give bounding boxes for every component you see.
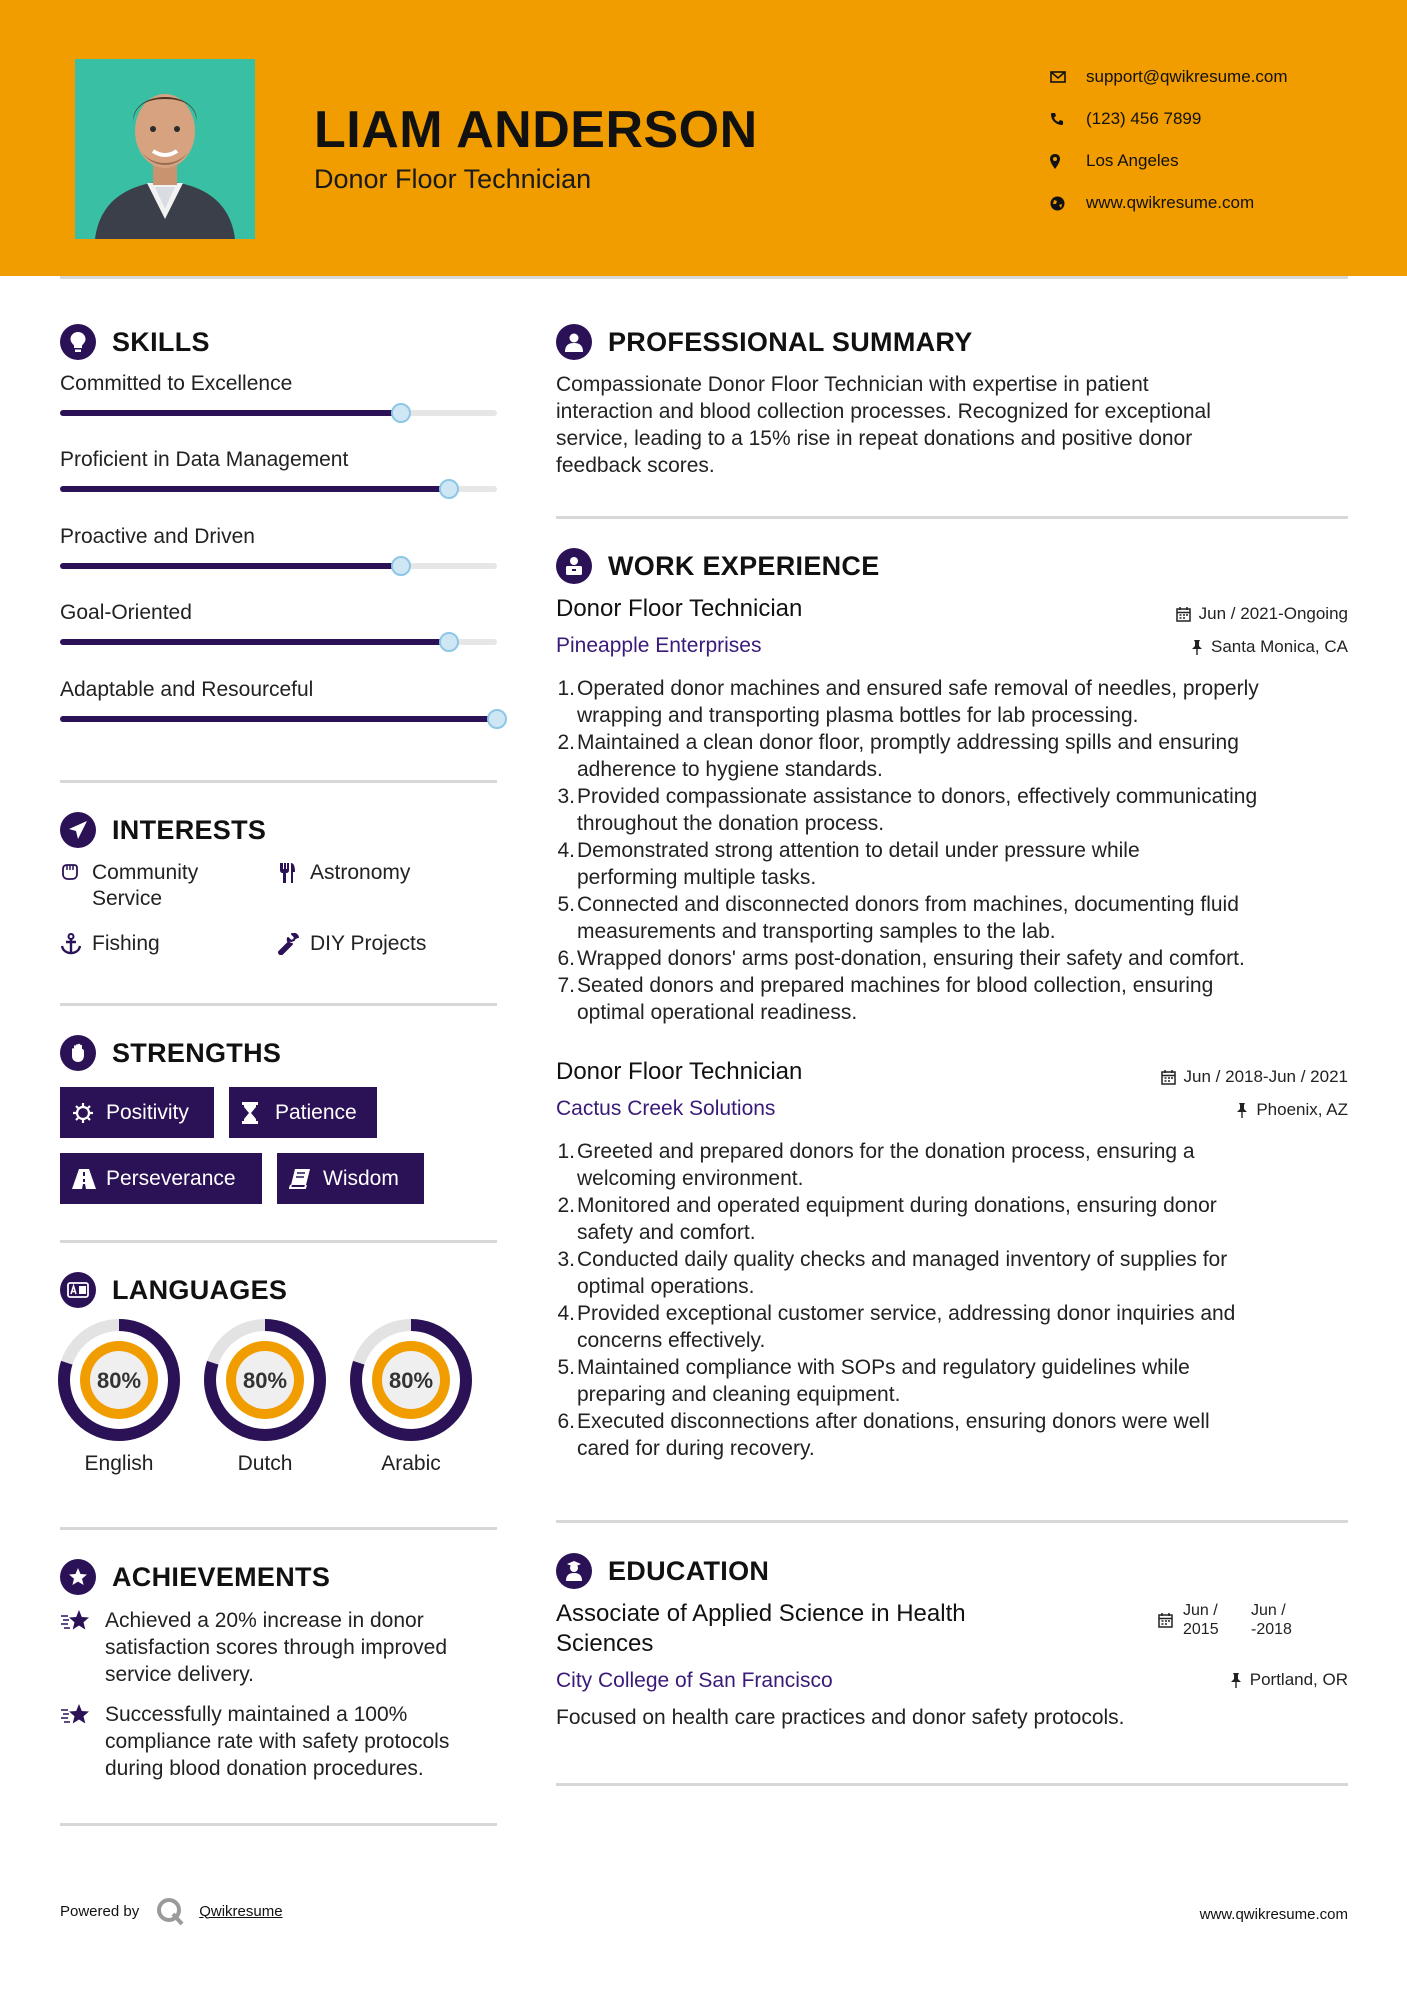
- skill-label: Proficient in Data Management: [60, 448, 349, 471]
- achievement-item: [60, 1701, 500, 1782]
- list-item: 7. Seated donors and prepared machines for blood collection, ensuring optimal operational readiness.: [557, 974, 1214, 1024]
- pushpin-icon: [1236, 1103, 1248, 1118]
- education-title: EDUCATION: [608, 1555, 770, 1586]
- book-icon: [289, 1169, 323, 1189]
- list-item: 6. Wrapped donors' arms post-donation, ensuring their safety and comfort.: [557, 947, 1245, 970]
- list-item: 1. Operated donor machines and ensured safe removal of needles, properly wrapping and transporting plasma bottles for lab processing.: [557, 677, 1259, 727]
- skill-bar: [60, 639, 497, 645]
- strength-badge: [277, 1153, 424, 1204]
- paper-plane-icon: [60, 812, 96, 848]
- achievement-line: service delivery.: [105, 1663, 254, 1686]
- skill-bar-fill: [60, 716, 497, 722]
- bullet-line: wrapping and transporting plasma bottles for lab processing.: [577, 704, 1139, 727]
- powered-by-label: Powered by: [60, 1902, 140, 1920]
- language-percent: 80%: [388, 1368, 434, 1393]
- list-item: 6. Executed disconnections after donations, ensuring donors were well cared for during recovery.: [557, 1410, 1210, 1460]
- skill-bar: [60, 486, 497, 492]
- skill-bar-knob: [439, 632, 459, 652]
- skill-bar: [60, 563, 497, 569]
- experience-title: WORK EXPERIENCE: [608, 550, 880, 581]
- summary-line: Compassionate Donor Floor Technician with expertise in patient: [556, 373, 1149, 396]
- education-location: [1230, 1670, 1348, 1690]
- job-dates-text: Jun / 2021-Ongoing: [1198, 604, 1348, 623]
- company-name: Pineapple Enterprises: [556, 634, 762, 657]
- bullet-line: Seated donors and prepared machines for blood collection, ensuring: [577, 974, 1214, 997]
- qwikresume-logo-icon: [155, 1896, 185, 1926]
- pushpin-icon: [1191, 640, 1203, 655]
- qwikresume-link[interactable]: Qwikresume: [199, 1902, 283, 1920]
- skill-item: [60, 448, 500, 492]
- skill-bar-fill: [60, 486, 449, 492]
- contact-email-text: support@qwikresume.com: [1086, 67, 1288, 86]
- interests-heading: [60, 812, 266, 848]
- user-icon: [556, 324, 592, 360]
- skill-item: [60, 601, 500, 645]
- job-bullets: [556, 1138, 1356, 1462]
- strength-label: Perseverance: [106, 1166, 236, 1190]
- skill-item: [60, 372, 500, 416]
- strength-badge: [229, 1087, 377, 1138]
- achievement-line: compliance rate with safety protocols: [105, 1730, 450, 1753]
- interest-item: [60, 931, 160, 962]
- education-description: Focused on health care practices and donor safety protocols.: [556, 1706, 1125, 1729]
- candidate-name: LIAM ANDERSON: [314, 101, 758, 159]
- achievement-line: satisfaction scores through improved: [105, 1636, 447, 1659]
- globe-icon: [1050, 196, 1086, 211]
- list-item: 3. Conducted daily quality checks and managed inventory of supplies for optimal operations.: [557, 1248, 1228, 1298]
- strength-label: Positivity: [106, 1100, 189, 1124]
- skill-bar-fill: [60, 639, 449, 645]
- list-item: 4. Demonstrated strong attention to detail under pressure while performing multiple tasks.: [557, 839, 1140, 889]
- job-title: Donor Floor Technician: [556, 595, 803, 622]
- degree-line: Associate of Applied Science in Health: [556, 1600, 966, 1627]
- skills-title: SKILLS: [112, 326, 210, 357]
- achievement-item: [60, 1607, 500, 1688]
- list-item: 1. Greeted and prepared donors for the donation process, ensuring a welcoming environment.: [557, 1140, 1195, 1190]
- contact-list: [1050, 56, 1288, 224]
- job-location-text: Phoenix, AZ: [1256, 1100, 1348, 1119]
- section-divider: [60, 1527, 497, 1530]
- calendar-icon: [1161, 1070, 1176, 1085]
- language-name: English: [84, 1452, 154, 1475]
- strength-label: Wisdom: [323, 1166, 399, 1190]
- skill-bar: [60, 716, 497, 722]
- edu-start-year: 2015: [1183, 1621, 1219, 1638]
- strength-badge: [60, 1153, 262, 1204]
- bullet-line: Maintained a clean donor floor, promptly addressing spills and ensuring: [577, 731, 1239, 754]
- language-donut: [349, 1318, 473, 1442]
- skills-heading: [60, 324, 210, 360]
- interest-label: Astronomy: [310, 861, 411, 884]
- list-item: 2. Monitored and operated equipment during donations, ensuring donor safety and comfort.: [557, 1194, 1217, 1244]
- summary-line: service, leading to a 15% rise in repeat donations and positive donor: [556, 427, 1193, 450]
- bullet-line: Connected and disconnected donors from machines, documenting fluid: [577, 893, 1239, 916]
- contact-website-text: www.qwikresume.com: [1086, 193, 1255, 212]
- bullet-line: optimal operations.: [577, 1275, 755, 1298]
- bullet-line: concerns effectively.: [577, 1329, 766, 1352]
- job-title: Donor Floor Technician: [556, 1058, 803, 1085]
- section-divider: [60, 780, 497, 783]
- language-item: [57, 1318, 181, 1476]
- skill-label: Committed to Excellence: [60, 372, 293, 395]
- bullet-line: Executed disconnections after donations, ensuring donors were well: [577, 1410, 1210, 1433]
- achievement-line: Achieved a 20% increase in donor: [105, 1609, 424, 1632]
- job-bullets: [556, 675, 1356, 1026]
- skill-item: [60, 525, 500, 569]
- bullet-line: Wrapped donors' arms post-donation, ensuring their safety and comfort.: [577, 947, 1245, 970]
- skill-bar-fill: [60, 410, 401, 416]
- skill-item: [60, 678, 500, 722]
- contact-phone[interactable]: [1050, 98, 1288, 140]
- interest-label-line: Community: [92, 861, 199, 884]
- hourglass-icon: [241, 1102, 275, 1124]
- job-location: [1236, 1100, 1348, 1120]
- skill-label: Goal-Oriented: [60, 601, 192, 624]
- edu-start-month: Jun /: [1183, 1602, 1218, 1619]
- skill-bar-knob: [391, 403, 411, 423]
- header-divider: [60, 276, 1348, 279]
- bullet-line: Provided exceptional customer service, addressing donor inquiries and: [577, 1302, 1236, 1325]
- profile-photo: [75, 59, 255, 239]
- hand-icon: [60, 860, 92, 912]
- school-name: City College of San Francisco: [556, 1669, 833, 1692]
- translate-icon: [60, 1272, 96, 1308]
- summary-text: [556, 371, 1356, 479]
- star-icon: [60, 1607, 105, 1688]
- language-item: [349, 1318, 473, 1476]
- job-dates-text: Jun / 2018-Jun / 2021: [1183, 1067, 1348, 1086]
- bullet-line: throughout the donation process.: [577, 812, 885, 835]
- summary-line: interaction and blood collection processes. Recognized for exceptional: [556, 400, 1211, 423]
- education-heading: [556, 1553, 769, 1589]
- experience-heading: [556, 548, 880, 584]
- road-icon: [72, 1169, 106, 1189]
- section-divider: [60, 1003, 497, 1006]
- language-item: [203, 1318, 327, 1476]
- map-pin-icon: [1050, 154, 1086, 169]
- bullet-line: performing multiple tasks.: [577, 866, 817, 889]
- bullet-line: safety and comfort.: [577, 1221, 756, 1244]
- job-dates: [1176, 604, 1348, 624]
- language-percent: 80%: [242, 1368, 288, 1393]
- raised-fist-icon: [60, 1035, 96, 1071]
- sun-icon: [72, 1102, 106, 1124]
- star-badge-icon: [60, 1559, 96, 1595]
- job-location: [1191, 637, 1348, 657]
- job-dates: [1161, 1067, 1348, 1087]
- achievement-line: Successfully maintained a 100%: [105, 1703, 408, 1726]
- interest-item: [278, 931, 426, 962]
- skill-bar: [60, 410, 497, 416]
- edu-date-dash: -: [1251, 1621, 1257, 1638]
- lightbulb-icon: [60, 324, 96, 360]
- calendar-icon: [1158, 1601, 1173, 1633]
- job-location-text: Santa Monica, CA: [1210, 637, 1348, 656]
- anchor-icon: [60, 931, 92, 962]
- calendar-icon: [1176, 607, 1191, 622]
- skill-label: Proactive and Driven: [60, 525, 255, 548]
- section-divider: [556, 1783, 1348, 1786]
- list-item: 4. Provided exceptional customer service, addressing donor inquiries and concerns effectively.: [557, 1302, 1236, 1352]
- bullet-line: Demonstrated strong attention to detail under pressure while: [577, 839, 1140, 862]
- footer-website-link[interactable]: www.qwikresume.com: [1199, 1906, 1348, 1923]
- summary-heading: [556, 324, 973, 360]
- language-name: Arabic: [381, 1452, 441, 1475]
- bullet-line: welcoming environment.: [577, 1167, 804, 1190]
- bullet-line: Maintained compliance with SOPs and regulatory guidelines while: [577, 1356, 1190, 1379]
- contact-website[interactable]: [1050, 182, 1288, 224]
- bullet-line: Monitored and operated equipment during donations, ensuring donor: [577, 1194, 1217, 1217]
- skill-bar-fill: [60, 563, 401, 569]
- interest-item: [278, 860, 410, 891]
- languages-heading: [60, 1272, 287, 1308]
- edu-end-year: 2018: [1256, 1621, 1292, 1638]
- bullet-line: optimal operational readiness.: [577, 1001, 858, 1024]
- interest-label: Fishing: [92, 932, 160, 955]
- bullet-line: measurements and transporting samples to the lab.: [577, 920, 1056, 943]
- bullet-line: preparing and cleaning equipment.: [577, 1383, 901, 1406]
- list-item: 5. Maintained compliance with SOPs and regulatory guidelines while preparing and cleaning equipment.: [557, 1356, 1190, 1406]
- skill-label: Adaptable and Resourceful: [60, 678, 314, 701]
- section-divider: [60, 1823, 497, 1826]
- bullet-line: adherence to hygiene standards.: [577, 758, 883, 781]
- pushpin-icon: [1230, 1673, 1242, 1688]
- interests-title: INTERESTS: [112, 814, 267, 845]
- envelope-icon: [1050, 71, 1086, 83]
- education-location-text: Portland, OR: [1249, 1670, 1348, 1689]
- language-donut: [203, 1318, 327, 1442]
- skill-bar-knob: [391, 556, 411, 576]
- strengths-title: STRENGTHS: [112, 1037, 282, 1068]
- resume-header: [0, 0, 1407, 276]
- bullet-line: Provided compassionate assistance to donors, effectively communicating: [577, 785, 1258, 808]
- language-percent: 80%: [96, 1368, 142, 1393]
- achievement-line: during blood donation procedures.: [105, 1757, 424, 1780]
- achievements-title: ACHIEVEMENTS: [112, 1561, 331, 1592]
- utensils-icon: [278, 860, 310, 891]
- languages-title: LANGUAGES: [112, 1274, 288, 1305]
- wrench-icon: [278, 931, 310, 962]
- bullet-line: Operated donor machines and ensured safe removal of needles, properly: [577, 677, 1259, 700]
- degree-title: [556, 1599, 966, 1659]
- list-item: 3. Provided compassionate assistance to donors, effectively communicating throughout the donation process.: [557, 785, 1258, 835]
- list-item: 5. Connected and disconnected donors from machines, documenting fluid measurements and transporting samples to the lab.: [557, 893, 1239, 943]
- skill-bar-knob: [439, 479, 459, 499]
- interest-label-line: Service: [92, 887, 163, 910]
- bullet-line: Conducted daily quality checks and managed inventory of supplies for: [577, 1248, 1228, 1271]
- strength-label: Patience: [275, 1100, 357, 1124]
- edu-end-month: Jun /: [1251, 1602, 1286, 1619]
- briefcase-user-icon: [556, 548, 592, 584]
- phone-icon: [1050, 112, 1086, 126]
- section-divider: [556, 1520, 1348, 1523]
- achievements-heading: [60, 1559, 330, 1595]
- contact-phone-text: (123) 456 7899: [1086, 109, 1202, 128]
- star-icon: [60, 1701, 105, 1782]
- language-donut: [57, 1318, 181, 1442]
- graduate-icon: [556, 1553, 592, 1589]
- list-item: 2. Maintained a clean donor floor, promptly addressing spills and ensuring adherence to hygiene standards.: [557, 731, 1239, 781]
- interest-label: DIY Projects: [310, 932, 427, 955]
- contact-email[interactable]: [1050, 56, 1288, 98]
- candidate-title: Donor Floor Technician: [314, 164, 592, 194]
- strength-badge: [60, 1087, 214, 1138]
- contact-location-text: Los Angeles: [1086, 151, 1179, 170]
- skill-bar-knob: [487, 709, 507, 729]
- section-divider: [556, 516, 1348, 519]
- section-divider: [60, 1240, 497, 1243]
- degree-line: Sciences: [556, 1630, 654, 1657]
- bullet-line: Greeted and prepared donors for the donation process, ensuring a: [577, 1140, 1195, 1163]
- interest-item: [60, 860, 198, 912]
- summary-title: PROFESSIONAL SUMMARY: [608, 326, 973, 357]
- strengths-heading: [60, 1035, 281, 1071]
- language-name: Dutch: [237, 1452, 293, 1475]
- education-dates: [1158, 1601, 1292, 1639]
- contact-location: [1050, 140, 1288, 182]
- bullet-line: cared for during recovery.: [577, 1437, 815, 1460]
- company-name: Cactus Creek Solutions: [556, 1097, 776, 1120]
- summary-line: feedback scores.: [556, 454, 715, 477]
- footer-powered-by: [60, 1896, 283, 1926]
